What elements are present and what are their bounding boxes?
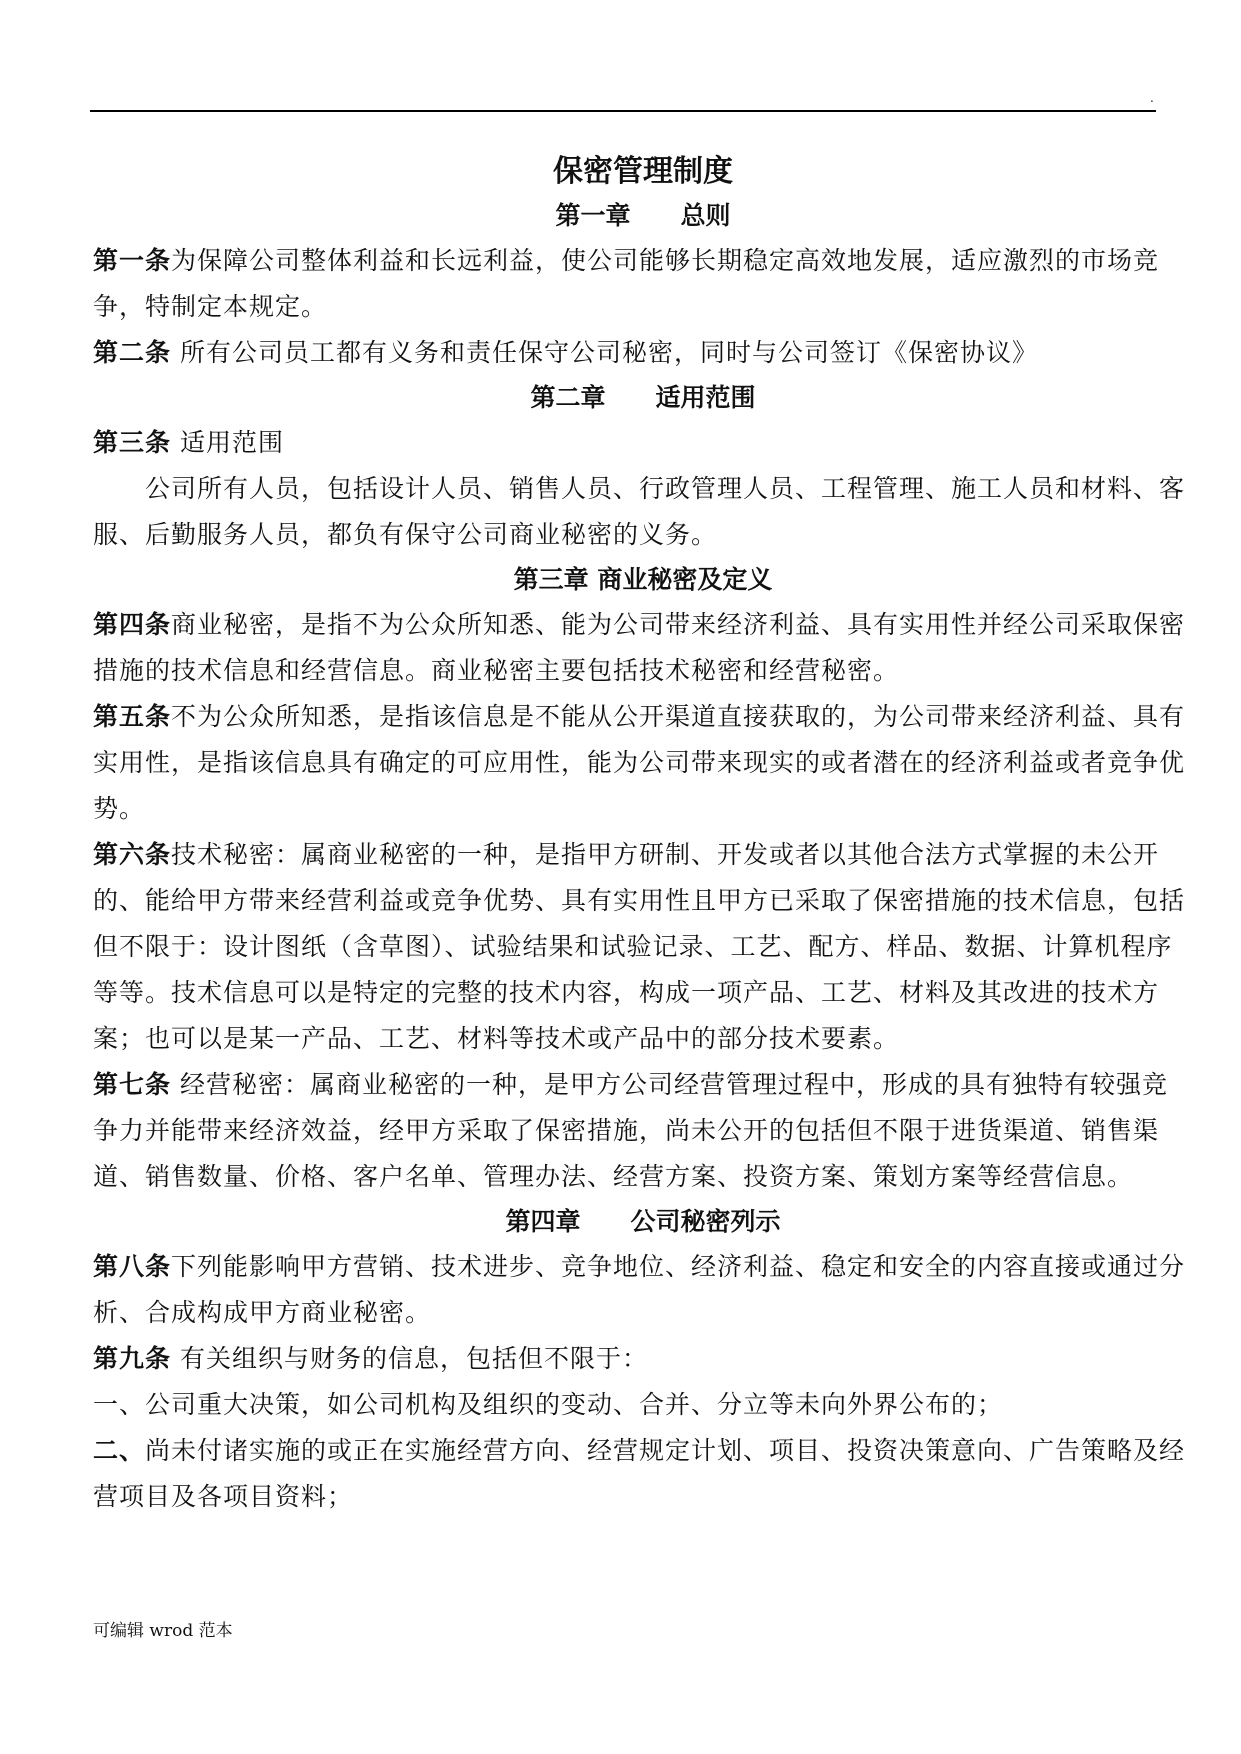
chapter-name: 公司秘密列示 bbox=[630, 1207, 781, 1236]
footer-note: 可编辑 wrod 范本 bbox=[93, 1621, 233, 1641]
article-text: 商业秘密，是指不为公众所知悉、能为公司带来经济利益、具有实用性并经公司采取保密措施的技术信息和经营信息。商业秘密主要包括技术秘密和经营秘密。 bbox=[93, 610, 1186, 685]
article-text: 下列能影响甲方营销、技术进步、竞争地位、经济利益、稳定和安全的内容直接或通过分析、合成构成甲方商业秘密。 bbox=[93, 1252, 1186, 1327]
chapter-name: 总则 bbox=[680, 201, 731, 230]
chapter-1-heading bbox=[93, 194, 1193, 238]
article-label: 第五条 bbox=[93, 702, 172, 731]
article-text: 不为公众所知悉，是指该信息是不能从公开渠道直接获取的，为公司带来经济利益、具有实用性，是指该信息具有确定的可应用性，能为公司带来现实的或者潜在的经济利益或者竞争优势。 bbox=[93, 702, 1186, 823]
header-divider bbox=[90, 110, 1156, 112]
article-label: 第七条 bbox=[93, 1070, 172, 1099]
list-item-text: 尚未付诸实施的或正在实施经营方向、经营规定计划、项目、投资决策意向、广告策略及经营项目及各项目资料； bbox=[93, 1436, 1186, 1511]
chapter-3-heading bbox=[93, 558, 1193, 602]
article-2 bbox=[93, 330, 1193, 376]
article-label: 第九条 bbox=[93, 1344, 172, 1373]
chapter-label: 第二章 bbox=[530, 383, 606, 412]
article-label: 第四条 bbox=[93, 610, 172, 639]
chapter-label: 第一章 bbox=[555, 201, 631, 230]
list-item-label: 一、 bbox=[93, 1390, 146, 1419]
article-text: 所有公司员工都有义务和责任保守公司秘密，同时与公司签订《保密协议》 bbox=[171, 338, 1038, 367]
article-text: 经营秘密：属商业秘密的一种，是甲方公司经营管理过程中，形成的具有独特有较强竞争力并能带来经济效益，经甲方采取了保密措施，尚未公开的包括但不限于进货渠道、销售渠道、销售数量、价格、客户名单、管理办法、经营方案、投资方案、策划方案等经营信息。 bbox=[93, 1070, 1168, 1191]
document-title: 保密管理制度 bbox=[553, 154, 733, 189]
article-3 bbox=[93, 420, 1193, 466]
article-7 bbox=[93, 1062, 1193, 1200]
list-item-label: 二、 bbox=[93, 1436, 146, 1465]
article-8 bbox=[93, 1244, 1193, 1336]
header-mark: . bbox=[1150, 91, 1154, 105]
list-item-2 bbox=[93, 1428, 1193, 1520]
chapter-2-heading bbox=[93, 376, 1193, 420]
chapter-label: 第四章 bbox=[505, 1207, 581, 1236]
list-item-1 bbox=[93, 1382, 1193, 1428]
article-4 bbox=[93, 602, 1193, 694]
article-5 bbox=[93, 694, 1193, 832]
document-body bbox=[93, 150, 1193, 1520]
article-3-body: 公司所有人员，包括设计人员、销售人员、行政管理人员、工程管理、施工人员和材料、客服、后勤服务人员，都负有保守公司商业秘密的义务。 bbox=[93, 474, 1186, 549]
article-text: 为保障公司整体利益和长远利益，使公司能够长期稳定高效地发展，适应激烈的市场竞争，特制定本规定。 bbox=[93, 246, 1160, 321]
list-item-text: 公司重大决策，如公司机构及组织的变动、合并、分立等未向外界公布的； bbox=[145, 1390, 1004, 1419]
article-6 bbox=[93, 832, 1193, 1062]
article-label: 第六条 bbox=[93, 840, 172, 869]
article-9 bbox=[93, 1336, 1193, 1382]
article-text: 技术秘密：属商业秘密的一种，是指甲方研制、开发或者以其他合法方式掌握的未公开的、能给甲方带来经营利益或竞争优势、具有实用性且甲方已采取了保密措施的技术信息，包括但不限于：设计图纸（含草图）、试验结果和试验记录、工艺、配方、样品、数据、计算机程序等等。技术信息可以是特定的完整的技术内容，构成一项产品、工艺、材料及其改进的技术方案；也可以是某一产品、工艺、材料等技术或产品中的部分技术要素。 bbox=[93, 840, 1186, 1053]
article-1 bbox=[93, 238, 1193, 330]
chapter-4-heading bbox=[93, 1200, 1193, 1244]
article-text: 适用范围 bbox=[171, 428, 284, 457]
article-label: 第二条 bbox=[93, 338, 172, 367]
article-text: 有关组织与财务的信息，包括但不限于： bbox=[171, 1344, 648, 1373]
chapter-name: 商业秘密及定义 bbox=[597, 565, 773, 594]
article-label: 第八条 bbox=[93, 1252, 172, 1281]
article-label: 第一条 bbox=[93, 246, 172, 275]
article-label: 第三条 bbox=[93, 428, 172, 457]
chapter-name: 适用范围 bbox=[655, 383, 756, 412]
chapter-label: 第三章 bbox=[513, 565, 589, 594]
